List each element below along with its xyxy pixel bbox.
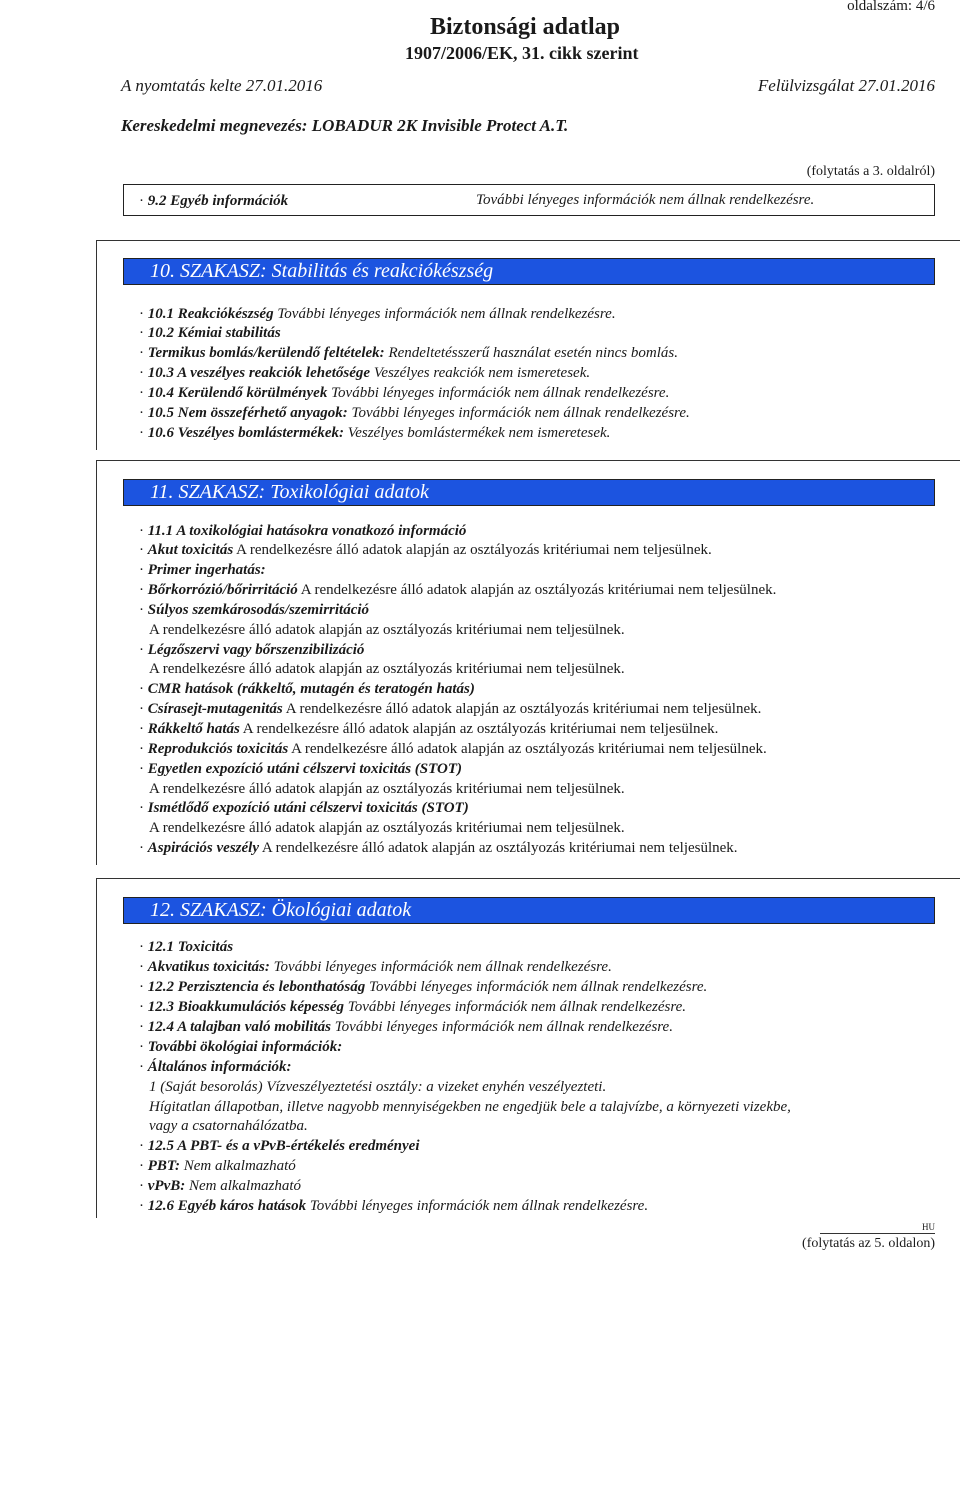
- s11-line-4: · Bőrkorrózió/bőrirritáció A rendelkezésre álló adatok alapján az osztályozás kritériumai nem teljesülnek.: [139, 581, 776, 599]
- s10-line-2: · 10.2 Kémiai stabilitás: [139, 324, 281, 342]
- trade-name: Kereskedelmi megnevezés: LOBADUR 2K Invisible Protect A.T.: [121, 116, 569, 135]
- s12-line-13: · vPvB: Nem alkalmazható: [139, 1177, 301, 1195]
- s9-2-value: További lényeges információk nem állnak rendelkezésre.: [476, 192, 815, 208]
- s12-line-7: · Általános információk:: [139, 1058, 292, 1076]
- s11-line-5: · Súlyos szemkárosodás/szemirritáció: [139, 601, 369, 619]
- s10-line-4: · 10.3 A veszélyes reakciók lehetősége Veszélyes reakciók nem ismeretesek.: [139, 364, 590, 382]
- document-title: Biztonsági adatlap: [430, 14, 621, 40]
- s10-line-6: · 10.5 Nem összeférhető anyagok: További lényeges információk nem állnak rendelkezésre.: [139, 404, 690, 422]
- print-date: A nyomtatás kelte 27.01.2016: [121, 76, 323, 95]
- s12-line-6: · További ökológiai információk:: [139, 1038, 342, 1056]
- s12-line-1: · 12.1 Toxicitás: [139, 938, 233, 956]
- s12-line-12: · PBT: Nem alkalmazható: [139, 1157, 296, 1175]
- section-11-title: 11. SZAKASZ: Toxikológiai adatok: [150, 481, 429, 503]
- s12-line-10: vagy a csatornahálózatba.: [149, 1118, 308, 1134]
- s9-2-label: · 9.2 Egyéb információk: [139, 192, 288, 210]
- s11-line-3: · Primer ingerhatás:: [139, 561, 266, 579]
- review-date: Felülvizsgálat 27.01.2016: [757, 76, 935, 95]
- s11-line-8: · Csírasejt-mutagenitás A rendelkezésre álló adatok alapján az osztályozás kritériumai nem teljesülnek.: [139, 700, 761, 718]
- s11-line-5-value: A rendelkezésre álló adatok alapján az osztályozás kritériumai nem teljesülnek.: [149, 622, 625, 638]
- section-12-header: [123, 897, 935, 924]
- s11-line-1: · 11.1 A toxikológiai hatásokra vonatkozó információ: [139, 522, 466, 540]
- s12-line-2: · Akvatikus toxicitás: További lényeges információk nem állnak rendelkezésre.: [139, 958, 612, 976]
- s11-line-12: · Ismétlődő expozíció utáni célszervi toxicitás (STOT): [139, 799, 469, 817]
- s10-line-7: · 10.6 Veszélyes bomlástermékek: Veszélyes bomlástermékek nem ismeretesek.: [139, 424, 610, 442]
- s11-line-11-value: A rendelkezésre álló adatok alapján az osztályozás kritériumai nem teljesülnek.: [149, 781, 625, 797]
- s12-line-14: · 12.6 Egyéb káros hatások További lényeges információk nem állnak rendelkezésre.: [139, 1197, 648, 1215]
- s11-line-9: · Rákkeltő hatás A rendelkezésre álló adatok alapján az osztályozás kritériumai nem teljesülnek.: [139, 720, 718, 738]
- document-subtitle: 1907/2006/EK, 31. cikk szerint: [405, 43, 639, 63]
- footer-rule: [820, 1233, 935, 1234]
- continued-to: (folytatás az 5. oldalon): [802, 1236, 935, 1251]
- s12-line-8: 1 (Saját besorolás) Vízveszélyeztetési osztály: a vizeket enyhén veszélyezteti.: [149, 1079, 607, 1095]
- s11-line-2: · Akut toxicitás A rendelkezésre álló adatok alapján az osztályozás kritériumai nem teljesülnek.: [139, 541, 712, 559]
- page-number: oldalszám: 4/6: [847, 0, 935, 14]
- s12-line-5: · 12.4 A talajban való mobilitás További lényeges információk nem állnak rendelkezésre.: [139, 1018, 673, 1036]
- s12-line-9: Hígitatlan állapotban, illetve nagyobb mennyiségekben ne engedjük bele a talajvízbe, a környezeti vizekbe,: [149, 1099, 791, 1115]
- s11-line-12-value: A rendelkezésre álló adatok alapján az osztályozás kritériumai nem teljesülnek.: [149, 820, 625, 836]
- s11-line-7: · CMR hatások (rákkeltő, mutagén és teratogén hatás): [139, 680, 475, 698]
- s11-line-10: · Reprodukciós toxicitás A rendelkezésre álló adatok alapján az osztályozás kritériumai nem teljesülnek.: [139, 740, 767, 758]
- section-10-header: [123, 258, 935, 285]
- s11-line-11: · Egyetlen expozíció utáni célszervi toxicitás (STOT): [139, 760, 462, 778]
- s11-line-6-value: A rendelkezésre álló adatok alapján az osztályozás kritériumai nem teljesülnek.: [149, 661, 625, 677]
- s12-line-4: · 12.3 Bioakkumulációs képesség További lényeges információk nem állnak rendelkezésre.: [139, 998, 686, 1016]
- section-10-title: 10. SZAKASZ: Stabilitás és reakciókészség: [150, 260, 494, 282]
- continued-from: (folytatás a 3. oldalról): [806, 164, 935, 179]
- s11-line-6: · Légzőszervi vagy bőrszenzibilizáció: [139, 641, 364, 659]
- s12-line-11: · 12.5 A PBT- és a vPvB-értékelés eredményei: [139, 1137, 420, 1155]
- section-11-header: [123, 479, 935, 506]
- s10-line-5: · 10.4 Kerülendő körülmények További lényeges információk nem állnak rendelkezésre.: [139, 384, 669, 402]
- s10-line-3: · Termikus bomlás/kerülendő feltételek: Rendeltetésszerű használat esetén nincs bomlás.: [139, 344, 678, 362]
- s12-line-3: · 12.2 Perzisztencia és lebonthatóság További lényeges információk nem állnak rendelkezésre.: [139, 978, 707, 996]
- s10-line-1: · 10.1 Reakciókészség További lényeges információk nem állnak rendelkezésre.: [139, 305, 616, 323]
- section-12-title: 12. SZAKASZ: Ökológiai adatok: [150, 899, 412, 921]
- s11-line-13: · Aspirációs veszély A rendelkezésre álló adatok alapján az osztályozás kritériumai nem teljesülnek.: [139, 839, 738, 857]
- language-code: HU: [922, 1222, 935, 1232]
